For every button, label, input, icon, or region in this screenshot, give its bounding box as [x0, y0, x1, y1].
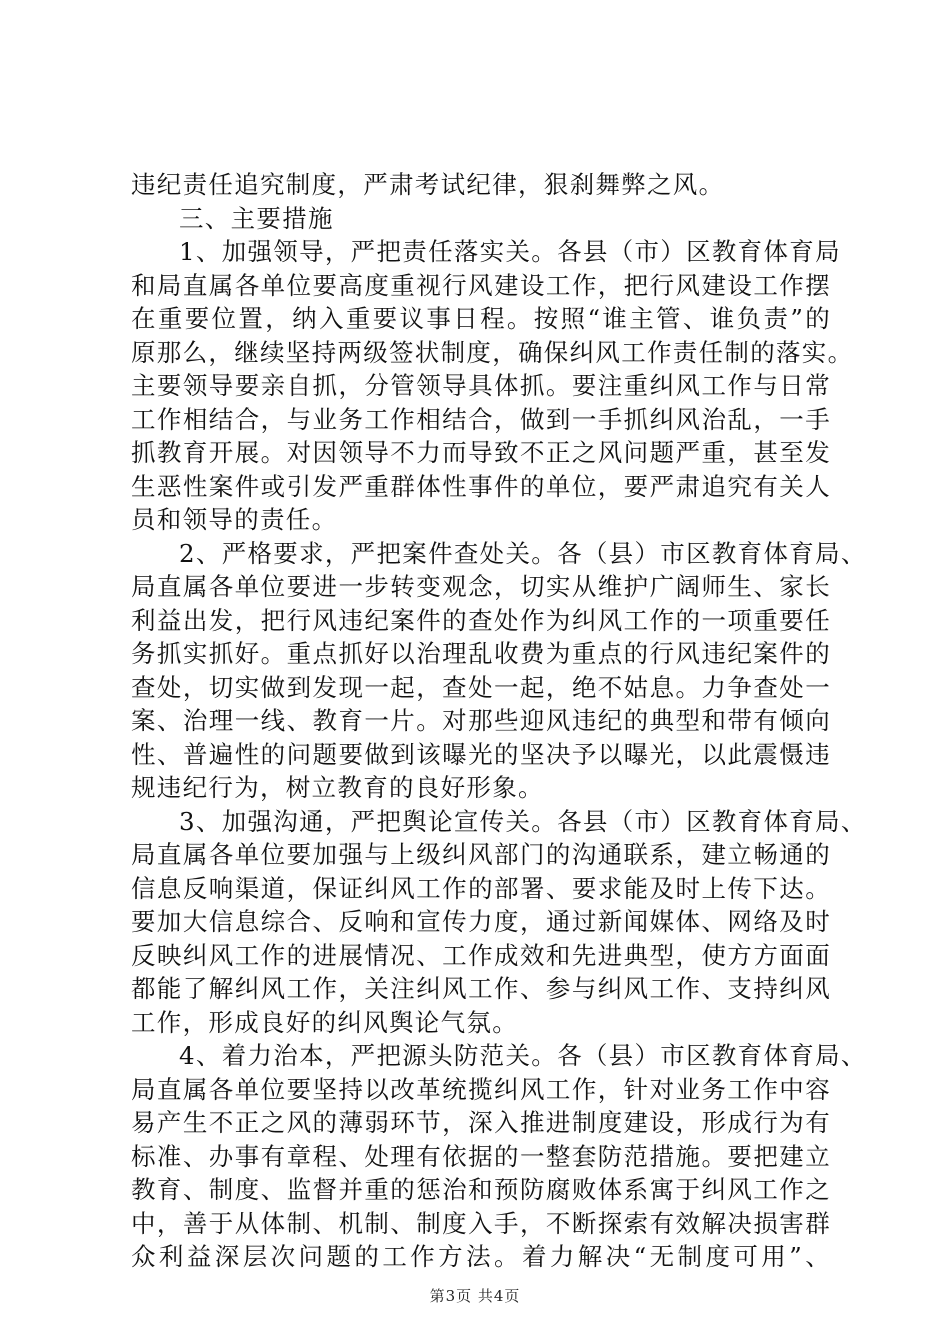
text-line: 要加大信息综合、反响和宣传力度，通过新闻媒体、网络及时 — [131, 907, 831, 936]
text-line: 局直属各单位要进一步转变观念，切实从维护广阔师生、家长 — [131, 572, 831, 601]
text-line: 都能了解纠风工作，关注纠风工作、参与纠风工作、支持纠风 — [131, 974, 831, 1003]
paragraph-first-line: 4、着力治本，严把源头防范关。各（县）市区教育体育局、 — [179, 1041, 867, 1070]
text-line: 众利益深层次问题的工作方法。着力解决“无制度可用”、 — [131, 1242, 831, 1271]
text-line: 标准、办事有章程、处理有依据的一整套防范措施。要把建立 — [131, 1141, 831, 1171]
text-line: 工作，形成良好的纠风舆论气氛。 — [131, 1007, 518, 1037]
text-line: 查处，切实做到发现一起，查处一起，绝不姑息。力争查处一 — [131, 672, 831, 702]
text-line: 教育、制度、监督并重的惩治和预防腐败体系寓于纠风工作之 — [131, 1175, 831, 1204]
text-line: 中，善于从体制、机制、制度入手，不断探索有效解决损害群 — [131, 1208, 831, 1238]
text-line: 利益出发，把行风违纪案件的查处作为纠风工作的一项重要任 — [131, 605, 831, 635]
document-body — [131, 168, 867, 1274]
text-lines — [131, 168, 867, 1274]
text-line: 易产生不正之风的薄弱环节，深入推进制度建设，形成行为有 — [131, 1108, 831, 1137]
text-line: 违纪责任追究制度，严肃考试纪律，狠刹舞弊之风。 — [131, 170, 725, 199]
paragraph-first-line: 三、主要措施 — [179, 203, 334, 233]
text-line: 和局直属各单位要高度重视行风建设工作，把行风建设工作摆 — [131, 270, 831, 300]
text-line: 原那么，继续坚持两级签状制度，确保纠风工作责任制的落实。 — [131, 337, 854, 367]
text-line: 反映纠风工作的进展情况、工作成效和先进典型，使方方面面 — [131, 940, 831, 970]
text-line: 信息反响渠道，保证纠风工作的部署、要求能及时上传下达。 — [131, 873, 831, 903]
text-line: 性、普遍性的问题要做到该曝光的坚决予以曝光，以此震慑违 — [131, 739, 831, 769]
text-line: 员和领导的责任。 — [131, 505, 338, 534]
paragraph-first-line: 1、加强领导，严把责任落实关。各县（市）区教育体育局 — [179, 237, 841, 266]
text-line: 案、治理一线、教育一片。对那些迎风违纪的典型和带有倾向 — [131, 706, 831, 735]
text-line: 生恶性案件或引发严重群体性事件的单位，要严肃追究有关人 — [131, 471, 831, 501]
page-footer: 第3页 共4页 — [429, 1287, 521, 1305]
text-line: 工作相结合，与业务工作相结合，做到一手抓纠风治乱，一手 — [131, 404, 831, 434]
text-line: 主要领导要亲自抓，分管领导具体抓。要注重纠风工作与日常 — [131, 371, 831, 400]
paragraph-first-line: 2、严格要求，严把案件查处关。各（县）市区教育体育局、 — [179, 538, 867, 568]
text-line: 局直属各单位要加强与上级纠风部门的沟通联系，建立畅通的 — [131, 840, 831, 869]
text-line: 规违纪行为，树立教育的良好形象。 — [131, 773, 544, 802]
text-line: 抓教育开展。对因领导不力而导致不正之风问题严重，甚至发 — [131, 438, 831, 467]
text-line: 务抓实抓好。重点抓好以治理乱收费为重点的行风违纪案件的 — [131, 639, 831, 668]
text-line: 局直属各单位要坚持以改革统揽纠风工作，针对业务工作中容 — [131, 1074, 831, 1104]
text-line: 在重要位置，纳入重要议事日程。按照“谁主管、谁负责”的 — [131, 304, 831, 333]
paragraph-first-line: 3、加强沟通，严把舆论宣传关。各县（市）区教育体育局、 — [179, 806, 867, 836]
